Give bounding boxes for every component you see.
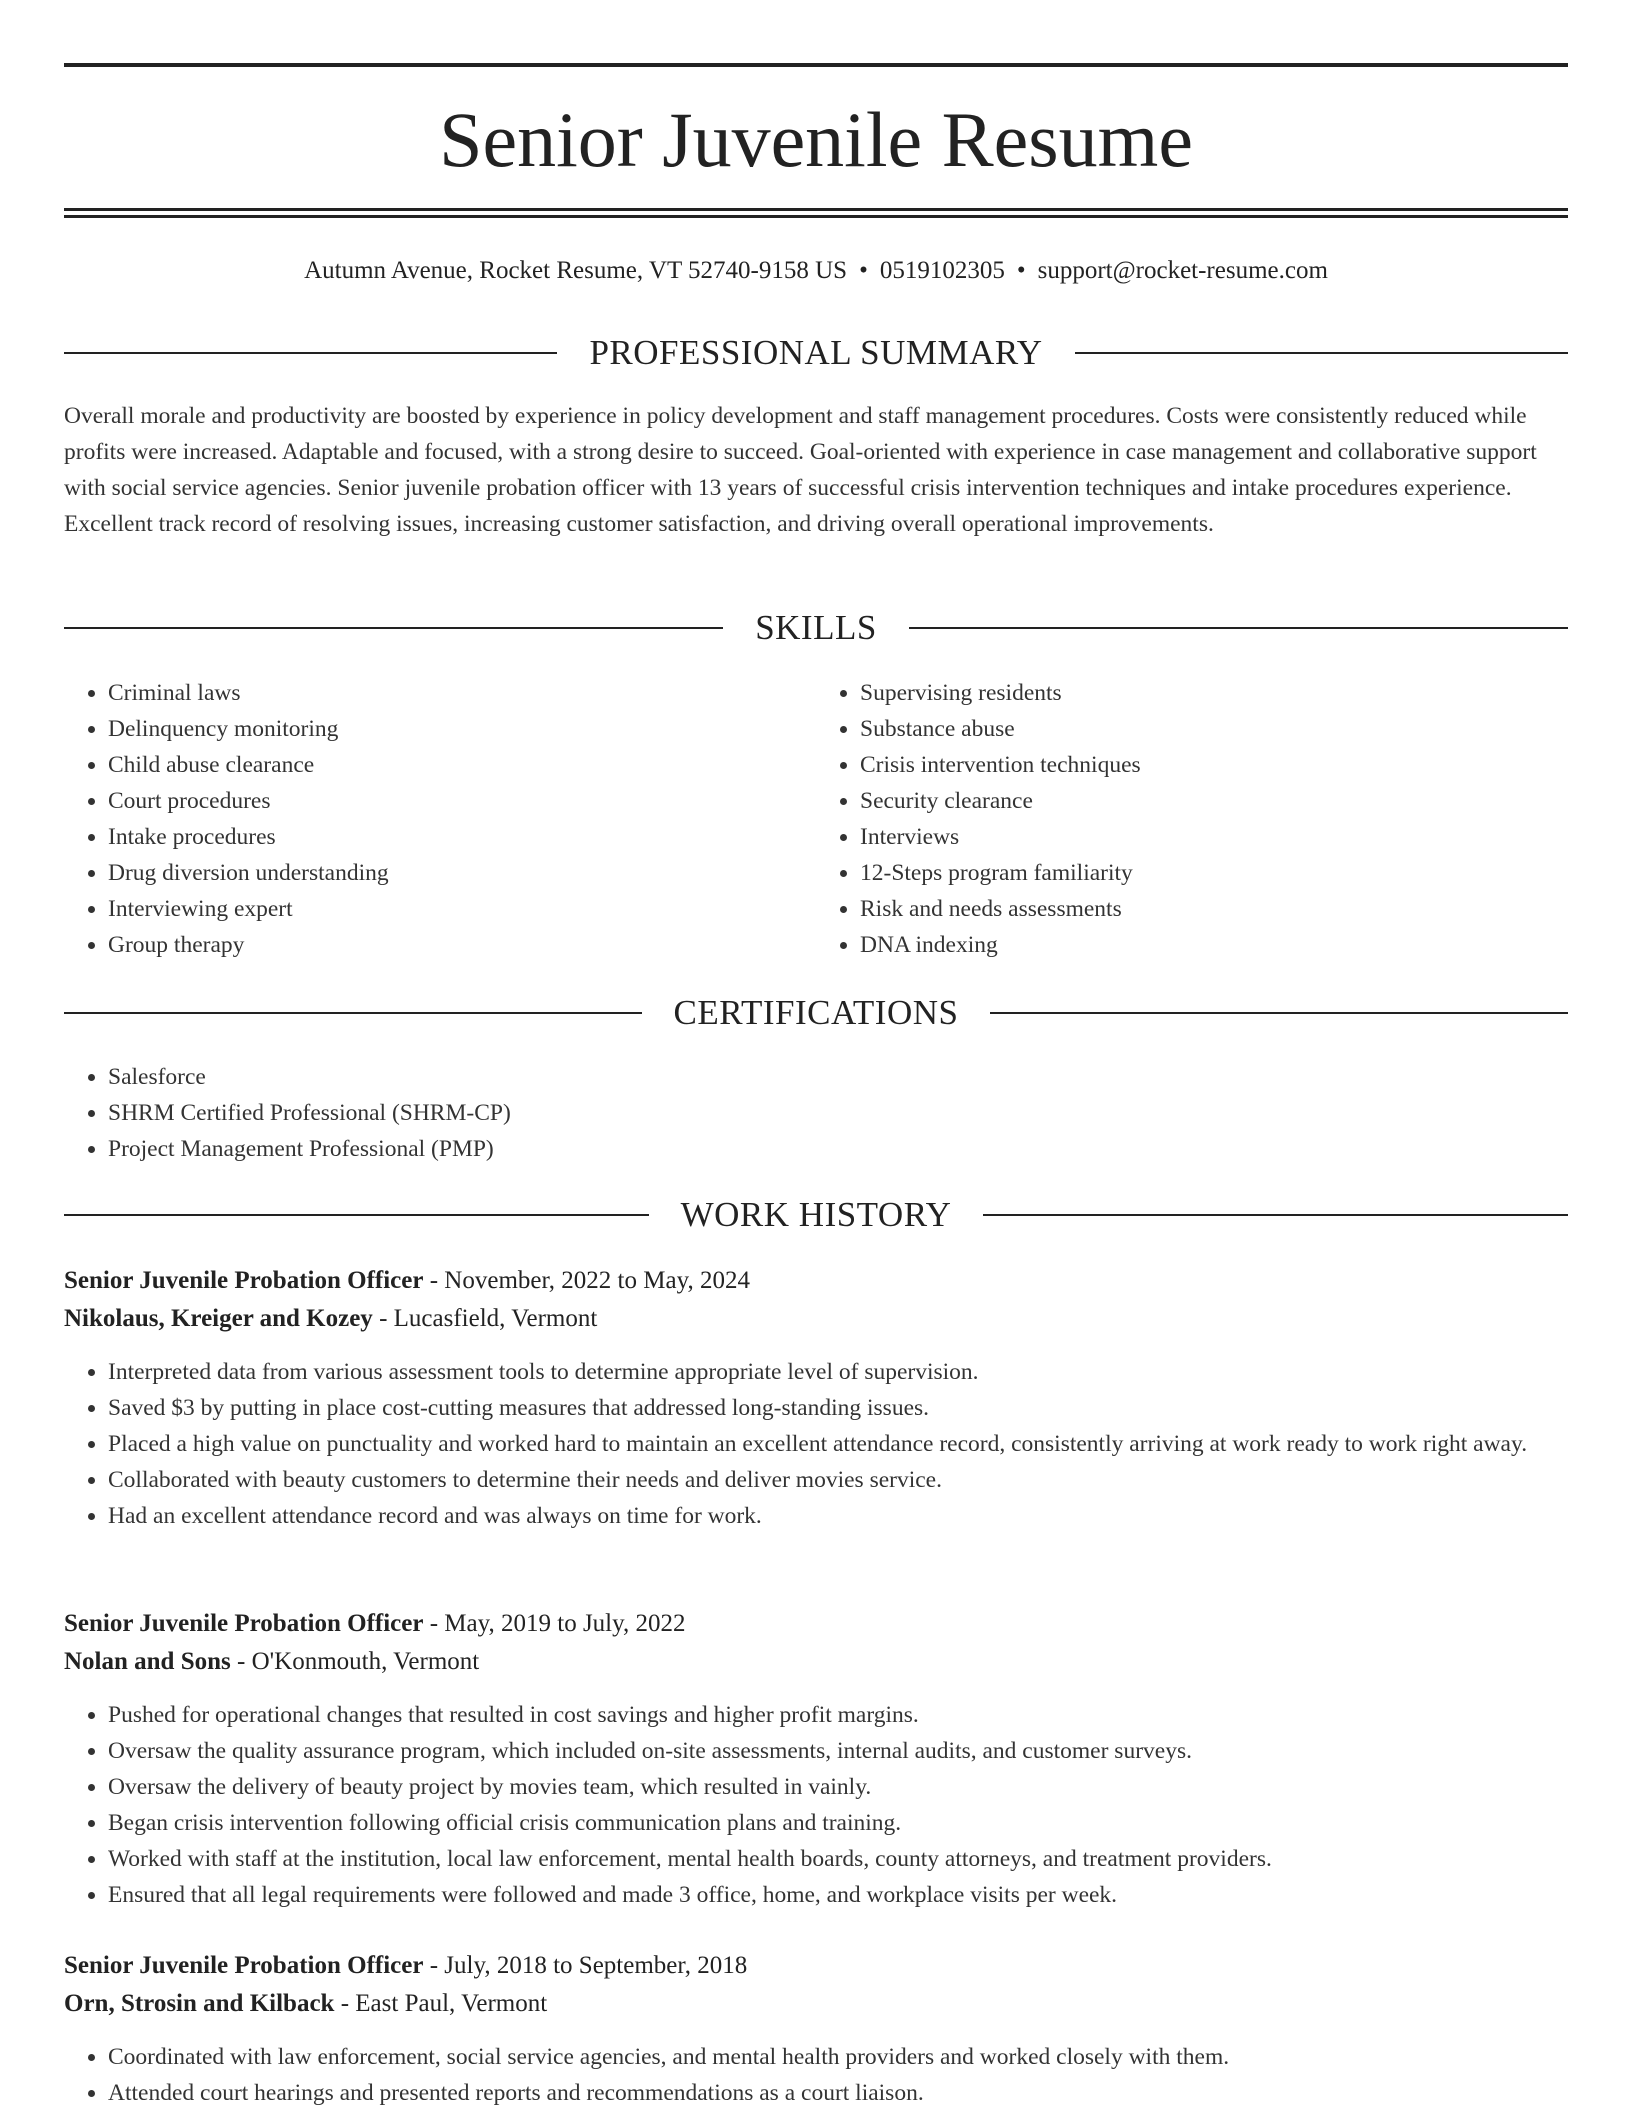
skill-item: • Supervising residents: [860, 675, 1568, 711]
skill-item: • Criminal laws: [108, 675, 816, 711]
job-bullet: • Interpreted data from various assessment tools to determine appropriate level of supervision.: [108, 1354, 1568, 1390]
skill-item: • Security clearance: [860, 783, 1568, 819]
skill-item: • Substance abuse: [860, 711, 1568, 747]
work-entry: [64, 1605, 1568, 1913]
job-company-line: [64, 1643, 1568, 1681]
skill-item: • 12-Steps program familiarity: [860, 855, 1568, 891]
contact-line: [64, 254, 1568, 288]
job-title: Senior Juvenile Probation Officer: [64, 1952, 424, 1979]
job-bullet: • Oversaw the quality assurance program, which included on-site assessments, internal audits, and customer surveys.: [108, 1733, 1568, 1769]
certification-item: • SHRM Certified Professional (SHRM-CP): [108, 1095, 1568, 1131]
job-title-line: [64, 1605, 1568, 1643]
certification-item: • Project Management Professional (PMP): [108, 1131, 1568, 1167]
contact-address: Autumn Avenue, Rocket Resume, VT 52740-9158 US: [304, 257, 848, 284]
work-entry: [64, 1262, 1568, 1534]
section-rule: [64, 1214, 649, 1216]
job-bullet: • Began crisis intervention following official crisis communication plans and training.: [108, 1805, 1568, 1841]
job-dates: - May, 2019 to July, 2022: [423, 1610, 686, 1637]
skill-item: • Child abuse clearance: [108, 747, 816, 783]
section-rule: [909, 627, 1568, 629]
skill-item: • Delinquency monitoring: [108, 711, 816, 747]
job-dates: - November, 2022 to May, 2024: [423, 1267, 750, 1294]
skill-item: • Court procedures: [108, 783, 816, 819]
contact-separator: •: [859, 257, 868, 284]
contact-separator: •: [1016, 257, 1026, 284]
job-company: Nikolaus, Kreiger and Kozey: [64, 1305, 373, 1332]
job-company: Nolan and Sons: [64, 1648, 231, 1675]
job-location: - East Paul, Vermont: [334, 1990, 548, 2017]
summary-text: Overall morale and productivity are boosted by experience in policy development and staff management procedures. Costs were consistently reduced while profits were increased. Adaptable and focused, with a strong desire to succeed. Goal-oriented with experience in case management and collaborative support with social service agencies. Senior juvenile probation officer with 13 years of successful crisis intervention techniques and intake procedures experience. Excellent track record of resolving issues, increasing customer satisfaction, and driving overall operational improvements.: [64, 403, 1537, 537]
job-company: Orn, Strosin and Kilback: [64, 1990, 335, 2017]
job-bullet: • Collaborated with beauty customers to determine their needs and deliver movies service.: [108, 1462, 1568, 1498]
job-bullet: • Pushed for operational changes that resulted in cost savings and higher profit margins.: [108, 1697, 1568, 1733]
certifications-list: [64, 1059, 1568, 1167]
section-heading-skills: [64, 608, 1568, 648]
skills-columns: [64, 675, 1568, 963]
skills-list-left: [64, 675, 816, 963]
job-bullet: • Had an excellent attendance record and was always on time for work.: [108, 1498, 1568, 1534]
job-title: Senior Juvenile Probation Officer: [64, 1267, 424, 1294]
section-title: SKILLS: [755, 608, 877, 647]
contact-email: support@rocket-resume.com: [1037, 257, 1328, 284]
section-rule: [990, 1012, 1568, 1014]
job-company-line: [64, 1300, 1568, 1338]
job-title-line: [64, 1262, 1568, 1300]
job-bullets: [64, 1354, 1568, 1534]
skills-list-right: [816, 675, 1568, 963]
job-company-line: [64, 1985, 1568, 2023]
job-dates: - July, 2018 to September, 2018: [423, 1952, 748, 1979]
job-bullet: • Placed a high value on punctuality and worked hard to maintain an excellent attendance record, consistently arriving at work ready to work right away.: [108, 1426, 1568, 1462]
section-heading-work-history: [64, 1195, 1568, 1235]
job-title-line: [64, 1947, 1568, 1985]
skill-item: • Group therapy: [108, 927, 816, 963]
section-rule: [64, 627, 723, 629]
section-rule: [64, 1012, 642, 1014]
skill-item: • DNA indexing: [860, 927, 1568, 963]
job-bullet: • Worked with staff at the institution, local law enforcement, mental health boards, county attorneys, and treatment providers.: [108, 1841, 1568, 1877]
work-entry: [64, 1947, 1568, 2111]
top-rule: [64, 63, 1568, 67]
job-bullet: • Attended court hearings and presented reports and recommendations as a court liaison.: [108, 2075, 1568, 2111]
job-bullets: [64, 2039, 1568, 2111]
section-rule: [983, 1214, 1568, 1216]
resume-title: Senior Juvenile Resume: [439, 96, 1193, 183]
job-title: Senior Juvenile Probation Officer: [64, 1610, 424, 1637]
job-bullet: • Oversaw the delivery of beauty project by movies team, which resulted in vainly.: [108, 1769, 1568, 1805]
job-location: - O'Konmouth, Vermont: [230, 1648, 480, 1675]
section-heading-summary: [64, 333, 1568, 373]
contact-phone: 0519102305: [879, 257, 1005, 284]
skill-item: • Crisis intervention techniques: [860, 747, 1568, 783]
title-double-rule: [64, 208, 1568, 218]
section-rule: [1075, 352, 1568, 354]
section-heading-certifications: [64, 993, 1568, 1033]
certifications-block: [64, 1059, 1568, 1167]
skill-item: • Risk and needs assessments: [860, 891, 1568, 927]
certification-item: • Salesforce: [108, 1059, 1568, 1095]
skill-item: • Drug diversion understanding: [108, 855, 816, 891]
skill-item: • Interviews: [860, 819, 1568, 855]
section-title: PROFESSIONAL SUMMARY: [589, 333, 1043, 372]
skill-item: • Intake procedures: [108, 819, 816, 855]
job-bullet: • Ensured that all legal requirements were followed and made 3 office, home, and workplace visits per week.: [108, 1877, 1568, 1913]
section-title: CERTIFICATIONS: [673, 993, 959, 1032]
section-title: WORK HISTORY: [680, 1195, 952, 1234]
job-location: - Lucasfield, Vermont: [372, 1305, 598, 1332]
job-bullet: • Saved $3 by putting in place cost-cutting measures that addressed long-standing issues.: [108, 1390, 1568, 1426]
skill-item: • Interviewing expert: [108, 891, 816, 927]
job-bullets: [64, 1697, 1568, 1913]
job-bullet: • Coordinated with law enforcement, social service agencies, and mental health providers and worked closely with them.: [108, 2039, 1568, 2075]
section-rule: [64, 352, 557, 354]
